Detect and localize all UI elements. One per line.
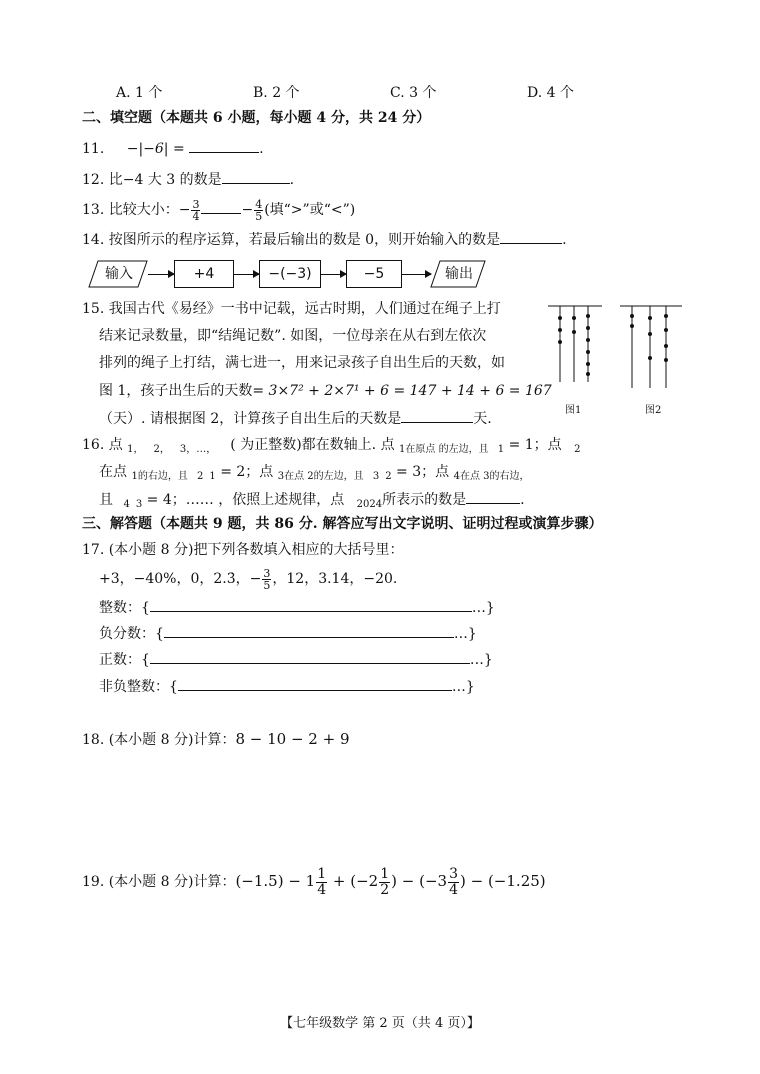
question-12 [82,169,294,190]
q18-text: 18. (本小题 8 分)计算： [82,732,236,748]
flow-arrow-1 [148,274,174,275]
q16-l2-e: = 2；点 [215,464,278,480]
q13-answer-blank[interactable] [201,199,241,214]
q16-l1-f: 1在原点 的左边，且 [399,444,492,455]
category-end: …} [471,600,495,616]
figure-2-caption: 图2 [645,405,662,416]
q14-answer-blank[interactable] [500,229,562,244]
flow-step-1: +4 [174,260,234,288]
q11-end: . [259,141,264,157]
q19-fraction-1: $\frac{1}{4}$ [317,865,327,898]
q16-line-2 [99,462,530,487]
q17-numbers-a: +3，−40%，0，2.3̇，− [99,571,262,587]
q16-l3-c: 3 [135,499,143,510]
nonnegative-integer-answer-line[interactable] [178,676,452,691]
q16-l1-i: 2 [574,444,581,455]
q16-l3-a: 且 [99,492,118,508]
q17-category-positive [99,649,493,670]
flow-step-3: −5 [346,260,402,288]
q17-numbers-b: ，12，3.14，−20. [272,571,398,587]
q16-l1-g: 1 [497,444,505,455]
figure-1-caption: 图1 [565,405,582,416]
flow-arrow-3 [320,274,346,275]
question-11 [82,138,264,159]
option-a: A. 1 个 [116,85,163,101]
q19-text: 19. (本小题 8 分)计算： [82,874,236,890]
question-19 [82,864,546,899]
q16-l1-a: 16. 点 [82,437,128,453]
q17-title: 17. (本小题 8 分)把下列各数填入相应的大括号里： [82,542,404,558]
q16-l2-j: = 3；点 [391,464,454,480]
positive-answer-line[interactable] [150,649,470,664]
question-18 [82,729,349,750]
q16-l3-f: 所表示的数是 [382,492,467,508]
q12-answer-blank[interactable] [222,169,290,184]
q15-line-4 [99,381,552,401]
q16-l3-e: 2024 [356,499,383,510]
q16-answer-blank[interactable] [466,489,520,504]
q13-fraction-b: $\frac{4}{5}$ [255,197,263,223]
q16-l2-a: 在点 [99,464,132,480]
q16-l2-b: 1的右边，且 [131,471,191,482]
q16-l2-i: 2 [385,471,392,482]
q16-l2-h: 3 [372,471,380,482]
option-b: B. 2 个 [253,85,300,101]
q18-expr: 8 − 10 − 2 + 9 [235,730,350,748]
flow-step-2: −(−3) [259,260,321,288]
q12-text: 12. 比−4 大 3 的数是 [82,172,222,188]
q16-line-3 [99,489,525,515]
category-label: 整数：{ [99,600,150,616]
q16-l3-d: = 4；…… ，依照上述规律，点 [142,492,349,508]
q16-l2-d: 1 [209,471,216,482]
question-14 [82,229,567,250]
q16-l2-g: 2的左边，且 [307,471,367,482]
q12-end: . [289,172,295,188]
q19-fraction-3: $\frac{3}{4}$ [449,865,458,898]
q15-line-1: 15. 我国古代《易经》一书中记载，远古时期，人们通过在绳子上打 [82,301,501,317]
q15-line-5-end: 天. [473,411,492,427]
q16-l1-d: 3，…， [179,444,217,455]
flow-arrow-2 [233,274,259,275]
flow-input-label: 输入 [105,266,133,282]
q15-line-3: 排列的绳子上打结，满七进一，用来记录孩子自出生后的天数，如 [99,355,505,371]
q14-text: 14. 按图所示的程序运算，若最后输出的数是 0，则开始输入的数是 [82,232,501,248]
q16-line-1 [82,435,581,460]
q11-number: 11. [82,141,105,157]
q15-answer-blank[interactable] [401,408,473,423]
integer-answer-line[interactable] [150,597,472,612]
category-label: 负分数：{ [99,626,164,642]
q11-answer-blank[interactable] [189,138,259,153]
q19-fraction-2: $\frac{1}{2}$ [380,865,390,898]
q16-l2-l: 3的右边， [483,471,530,482]
figure-2-knots [620,306,682,388]
q19-part-2: + (−2 [328,872,379,890]
flow-arrow-4 [401,274,431,275]
q17-fraction: $\frac{3}{5}$ [263,566,271,592]
q13-fraction-a: $\frac{3}{4}$ [192,197,200,223]
q17-category-negative-fraction [99,623,477,644]
q16-l2-f: 3在点 [277,471,308,482]
category-label: 非负整数：{ [99,679,178,695]
q16-l1-b: 1， [127,444,144,455]
negative-fraction-answer-line[interactable] [164,623,454,638]
category-end: …} [469,652,493,668]
q15-formula: = 3×7² + 2×7¹ + 6 = 147 + 14 + 6 = 167 [252,383,552,399]
q15-line-2: 结来记录数量，即“结绳记数”. 如图，一位母亲在从右到左依次 [99,328,487,344]
figure-1-knots [548,306,602,382]
q15-line-5 [99,408,492,429]
q13-suffix: (填“>”或“<”) [264,202,356,218]
q16-l3-b: 4 [123,499,130,510]
q19-part-4: ) − (−1.25) [460,872,546,890]
q16-l2-k: 4在点 [453,471,484,482]
q19-part-1: (−1.5) − 1 [235,872,316,890]
q13-prefix: 13. 比较大小：− [82,202,191,218]
page-footer: 【七年级数学 第 2 页（共 4 页）】 [280,1016,480,1031]
flow-output-label: 输出 [445,266,473,282]
q14-end: . [562,232,567,248]
q16-l3-g: . [520,492,525,508]
section3-title: 三、解答题（本题共 9 题，共 86 分. 解答应写出文字说明、证明过程或演算步骤） [82,516,603,532]
option-d: D. 4 个 [527,85,574,101]
question-13 [82,198,355,222]
q16-l1-e: ( 为正整数)都在数轴上. 点 [230,437,400,453]
option-c: C. 3 个 [390,85,437,101]
category-label: 正数：{ [99,652,150,668]
section2-title: 二、填空题（本题共 6 小题，每小题 4 分，共 24 分） [82,110,431,126]
q17-category-nonnegative-integer [99,676,475,697]
category-end: …} [453,626,477,642]
q11-expr: −|−6| = [126,141,185,157]
q15-line-5-text: （天）. 请根据图 2，计算孩子自出生后的天数是 [99,411,402,427]
q13-minus: − [241,202,254,218]
q16-l1-h: = 1；点 [504,437,567,453]
q16-l2-c: 2 [197,471,204,482]
category-end: …} [451,679,475,695]
q15-line-4-prefix: 图 1，孩子出生后的天数 [99,383,253,399]
q19-part-3: ) − (−3 [391,872,448,890]
q17-category-integer [99,597,495,618]
q17-numbers [99,566,397,592]
q16-l1-c: 2， [153,444,170,455]
